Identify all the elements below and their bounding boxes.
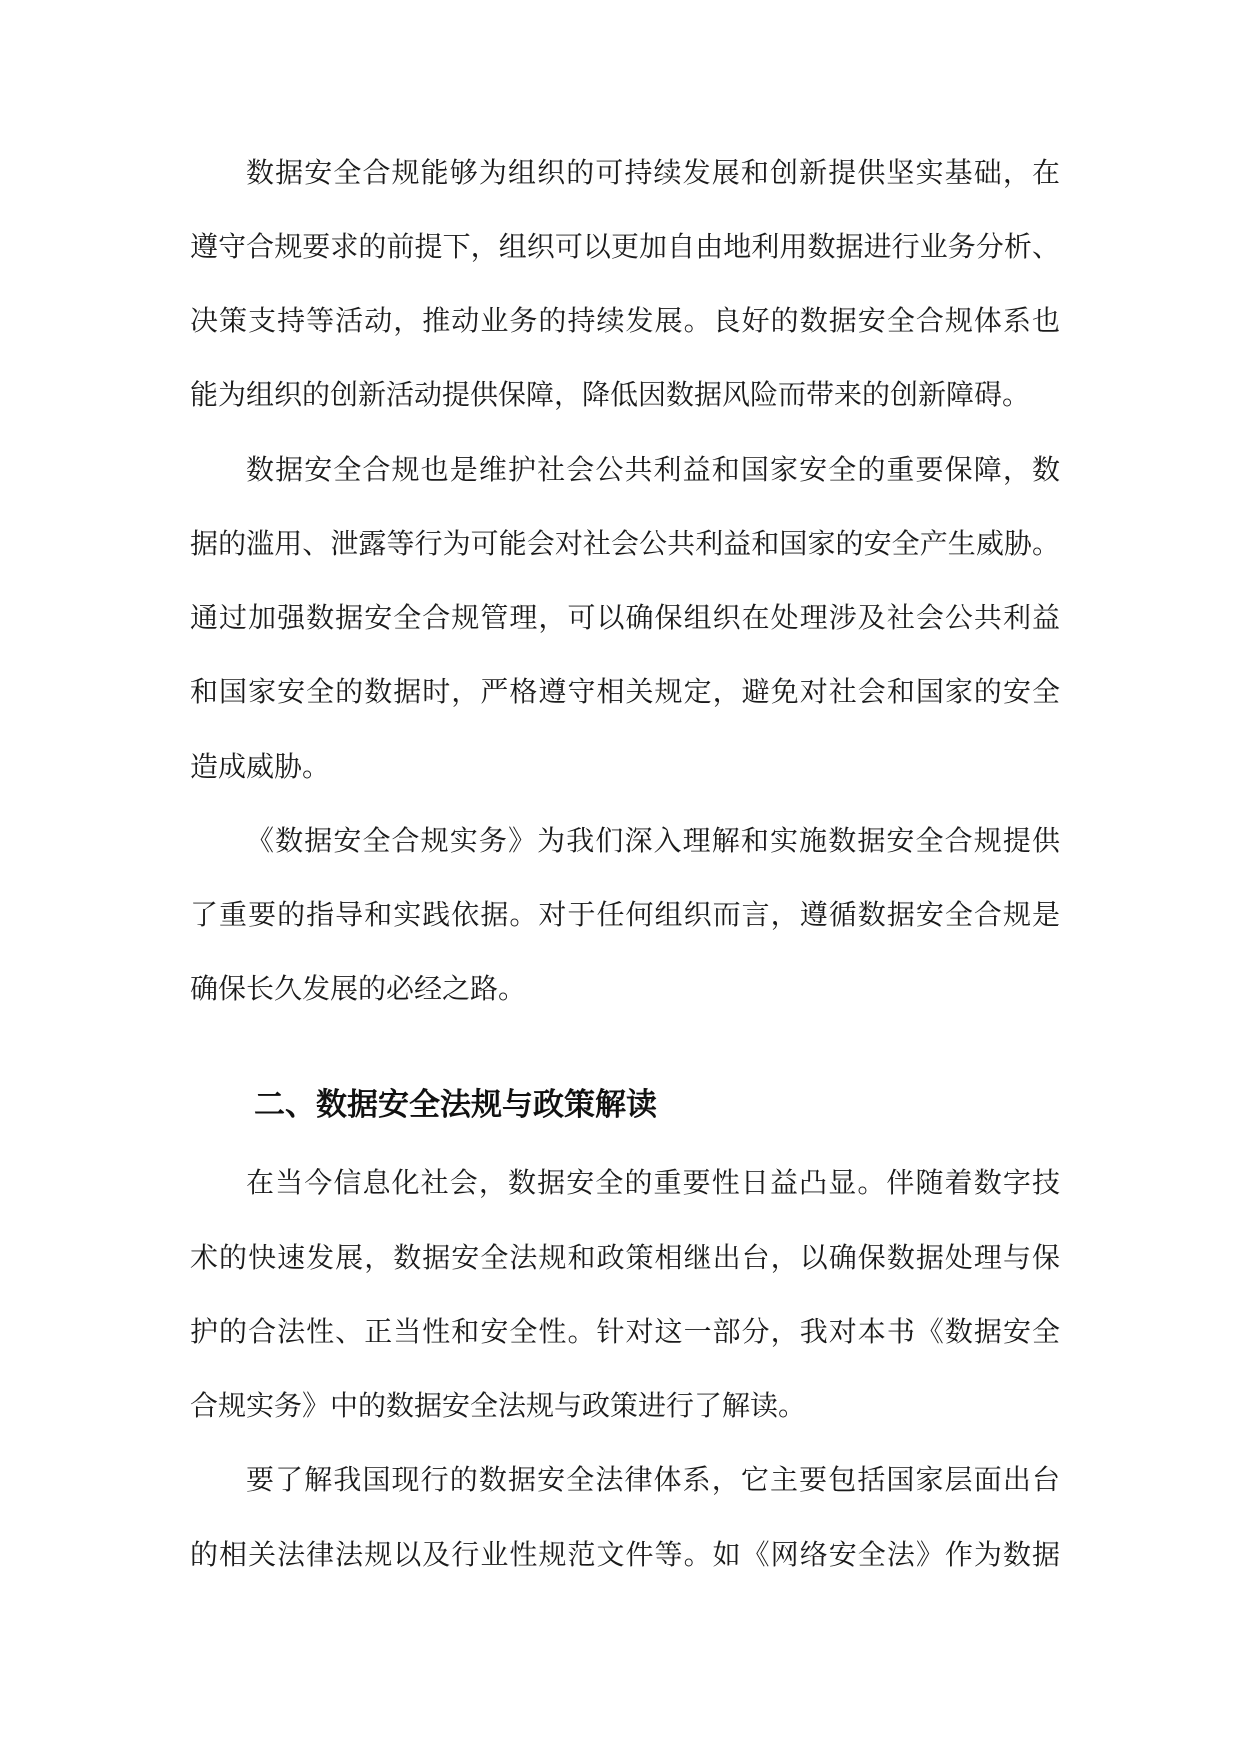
paragraph-3-line-3: 确保长久发展的必经之路。 bbox=[190, 972, 527, 1005]
paragraph-1-line-1: 数据安全合规能够为组织的可持续发展和创新提供坚实基础，在 bbox=[246, 156, 1060, 189]
paragraph-1-line-3: 决策支持等活动，推动业务的持续发展。良好的数据安全合规体系也 bbox=[190, 304, 1060, 337]
paragraph-2-line-5: 造成威胁。 bbox=[190, 750, 331, 783]
paragraph-1-line-4: 能为组织的创新活动提供保障，降低因数据风险而带来的创新障碍。 bbox=[190, 378, 1031, 411]
paragraph-4-line-2: 术的快速发展，数据安全法规和政策相继出台，以确保数据处理与保 bbox=[190, 1241, 1060, 1274]
paragraph-3-line-1: 《数据安全合规实务》为我们深入理解和实施数据安全合规提供 bbox=[246, 824, 1060, 857]
paragraph-4-line-3: 护的合法性、正当性和安全性。针对这一部分，我对本书《数据安全 bbox=[190, 1315, 1060, 1348]
paragraph-2-line-1: 数据安全合规也是维护社会公共利益和国家安全的重要保障，数 bbox=[246, 453, 1060, 486]
paragraph-5-line-2: 的相关法律法规以及行业性规范文件等。如《网络安全法》作为数据 bbox=[190, 1538, 1060, 1571]
paragraph-4-line-1: 在当今信息化社会，数据安全的重要性日益凸显。伴随着数字技 bbox=[246, 1166, 1060, 1199]
paragraph-2-line-3: 通过加强数据安全合规管理，可以确保组织在处理涉及社会公共利益 bbox=[190, 601, 1060, 634]
section-heading: 二、数据安全法规与政策解读 bbox=[254, 1087, 657, 1123]
paragraph-2-line-2: 据的滥用、泄露等行为可能会对社会公共利益和国家的安全产生威胁。 bbox=[190, 527, 1060, 560]
paragraph-3-line-2: 了重要的指导和实践依据。对于任何组织而言，遵循数据安全合规是 bbox=[190, 898, 1060, 931]
paragraph-4-line-4: 合规实务》中的数据安全法规与政策进行了解读。 bbox=[190, 1389, 807, 1422]
paragraph-1-line-2: 遵守合规要求的前提下，组织可以更加自由地利用数据进行业务分析、 bbox=[190, 230, 1060, 263]
paragraph-2-line-4: 和国家安全的数据时，严格遵守相关规定，避免对社会和国家的安全 bbox=[190, 675, 1060, 708]
paragraph-5-line-1: 要了解我国现行的数据安全法律体系，它主要包括国家层面出台 bbox=[246, 1463, 1060, 1496]
